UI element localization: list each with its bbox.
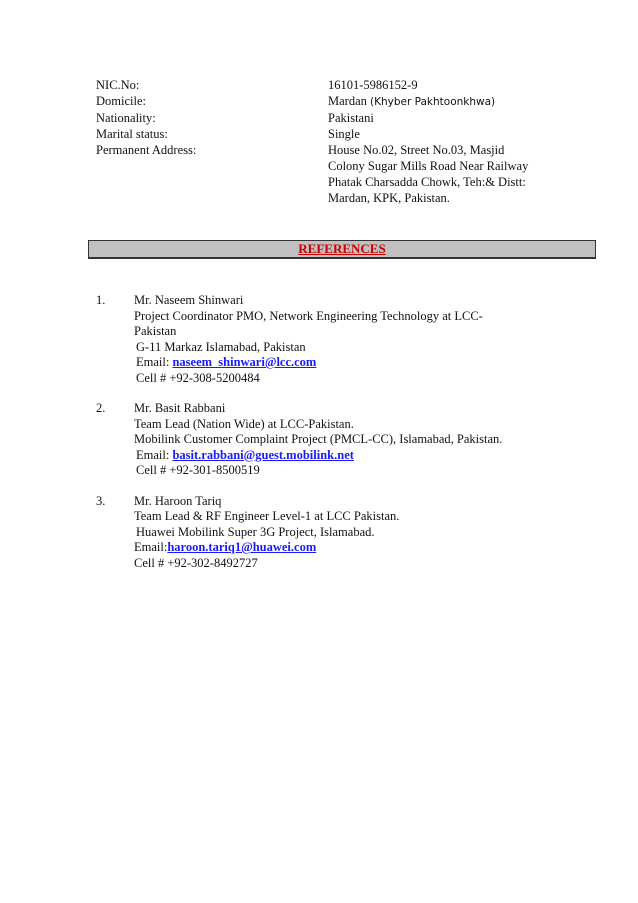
detail-value: Single (328, 127, 360, 141)
detail-value: 16101-5986152-9 (328, 78, 418, 92)
detail-row-permanent-address (96, 142, 596, 206)
address-line: Colony Sugar Mills Road Near Railway (328, 159, 529, 173)
email-label: Email: (136, 447, 173, 462)
detail-label: Marital status: (96, 127, 168, 141)
reference-item (96, 293, 596, 386)
domicile-city: Mardan (328, 94, 367, 108)
email-label: Email: (134, 540, 168, 554)
reference-number: 3. (96, 493, 106, 508)
detail-label: Permanent Address: (96, 143, 197, 157)
reference-number: 2. (96, 401, 106, 415)
detail-row-nationality (96, 110, 596, 126)
detail-row-domicile (96, 93, 596, 110)
reference-body (134, 401, 596, 479)
detail-value (328, 93, 596, 110)
detail-value: Pakistani (328, 111, 374, 125)
reference-line: Team Lead (Nation Wide) at LCC-Pakistan. (134, 416, 354, 431)
reference-line: G-11 Markaz Islamabad, Pakistan (136, 339, 306, 354)
address-line: Mardan, KPK, Pakistan. (328, 191, 450, 205)
references-title: REFERENCES (298, 241, 386, 256)
reference-cell: Cell # +92-302-8492727 (134, 555, 258, 570)
email-link[interactable]: naseem_shinwari@lcc.com (172, 355, 317, 369)
reference-name: Mr. Haroon Tariq (134, 493, 222, 508)
detail-label: NIC.No: (96, 78, 140, 92)
email-label: Email: (136, 355, 173, 369)
reference-email-line (134, 355, 596, 371)
reference-email-line (134, 448, 596, 464)
detail-row-marital-status (96, 126, 596, 142)
reference-line: Huawei Mobilink Super 3G Project, Islamabad. (136, 524, 375, 539)
address-value (328, 142, 596, 206)
references-header-bar (88, 240, 596, 259)
references-list (96, 293, 596, 586)
reference-name: Mr. Basit Rabbani (134, 401, 226, 415)
reference-item (96, 401, 596, 479)
reference-body (134, 494, 596, 572)
address-line: House No.02, Street No.03, Masjid (328, 143, 505, 157)
detail-label: Nationality: (96, 111, 156, 125)
reference-cell: Cell # +92-301-8500519 (136, 463, 260, 477)
reference-line: Project Coordinator PMO, Network Engineering Technology at LCC- (134, 308, 483, 323)
reference-line: Team Lead & RF Engineer Level-1 at LCC Pakistan. (134, 509, 400, 523)
personal-details (96, 77, 596, 206)
reference-line: Mobilink Customer Complaint Project (PMCL-CC), Islamabad, Pakistan. (134, 432, 503, 446)
address-line: Phatak Charsadda Chowk, Teh:& Distt: (328, 175, 526, 189)
email-link[interactable]: haroon.tariq1@huawei.com (167, 540, 317, 554)
reference-body (134, 293, 596, 386)
reference-item (96, 494, 596, 572)
reference-name: Mr. Naseem Shinwari (134, 293, 244, 307)
reference-cell: Cell # +92-308-5200484 (136, 370, 260, 385)
email-link[interactable]: basit.rabbani@guest.mobilink.net (172, 447, 354, 462)
reference-email-line (134, 540, 596, 556)
reference-number: 1. (96, 293, 106, 307)
reference-line: Pakistan (134, 324, 177, 338)
detail-row-nic (96, 77, 596, 93)
detail-label: Domicile: (96, 94, 146, 108)
domicile-province: (Khyber Pakhtoonkhwa) (370, 96, 496, 108)
